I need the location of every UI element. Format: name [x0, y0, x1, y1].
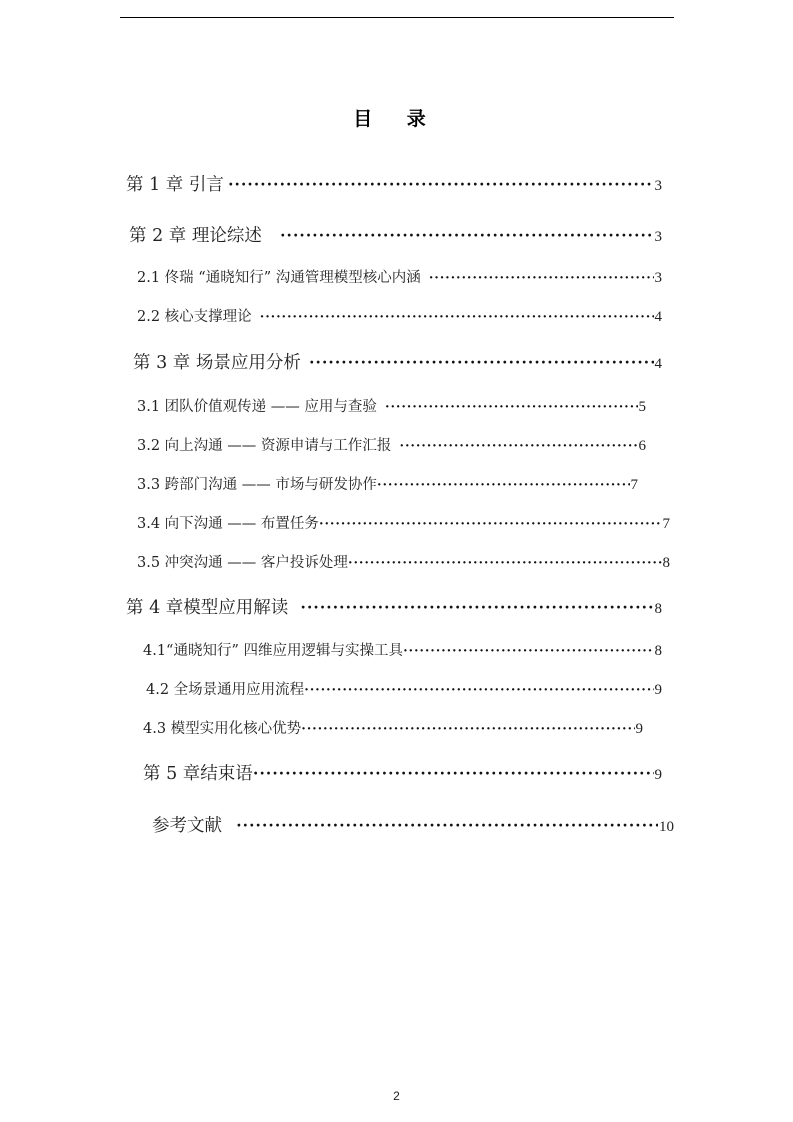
toc-entry-page: 3 [654, 178, 662, 194]
toc-entry-section-3-2[interactable] [137, 434, 646, 455]
dot-leader [260, 309, 654, 326]
toc-entry-page: 7 [630, 477, 638, 493]
toc-entry-label: 4.3 模型实用化核心优势 [143, 721, 302, 737]
page-number: 2 [393, 1089, 400, 1103]
toc-entry-section-3-5[interactable] [137, 551, 670, 572]
toc-entry-page: 6 [638, 438, 646, 454]
toc-entry-label: 第 5 章结束语 [143, 764, 253, 784]
dot-leader [403, 643, 654, 660]
toc-entry-page: 8 [654, 601, 662, 617]
toc-entry-label: 2.2 核心支撑理论 [137, 309, 252, 325]
toc-entry-page: 4 [654, 309, 662, 325]
header-rule [120, 17, 674, 18]
toc-entry-references[interactable] [152, 812, 674, 837]
dot-leader [236, 815, 658, 836]
dot-leader [301, 721, 634, 738]
toc-entry-page: 4 [654, 356, 662, 372]
toc-entry-page: 9 [635, 721, 643, 737]
dot-leader [319, 516, 662, 533]
toc-entry-label: 3.2 向上沟通 —— 资源申请与工作汇报 [137, 438, 392, 454]
toc-entry-chapter-2[interactable] [129, 222, 662, 247]
toc-entry-page: 3 [654, 229, 662, 245]
toc-entry-page: 10 [659, 819, 674, 835]
toc-entry-label: 4.2 全场景通用应用流程 [146, 682, 305, 698]
dot-leader [300, 597, 653, 618]
toc-entry-page: 8 [654, 643, 662, 659]
toc-entry-section-4-2[interactable] [146, 678, 662, 699]
toc-entry-section-4-3[interactable] [143, 717, 643, 738]
toc-entry-label: 第 1 章 引言 [126, 175, 224, 195]
dot-leader [304, 682, 653, 699]
toc-entry-label: 4.1“通晓知行” 四维应用逻辑与实操工具 [143, 643, 403, 659]
toc-entry-label: 2.1 佟瑞 “通晓知行” 沟通管理模型核心内涵 [137, 270, 421, 286]
toc-entry-label: 3.1 团队价值观传递 —— 应用与查验 [137, 399, 377, 415]
toc-entry-page: 5 [638, 399, 646, 415]
toc-entry-page: 7 [662, 516, 670, 532]
dot-leader [348, 555, 662, 572]
toc-entry-section-4-1[interactable] [143, 639, 662, 660]
toc-entry-label: 3.5 冲突沟通 —— 客户投诉处理 [137, 555, 348, 571]
toc-entry-label: 3.4 向下沟通 —— 布置任务 [137, 516, 319, 532]
toc-entry-page: 9 [654, 682, 662, 698]
dot-leader [228, 174, 654, 195]
toc-entry-section-2-2[interactable] [137, 305, 662, 326]
toc-entry-section-3-1[interactable] [137, 395, 646, 416]
toc-entry-label: 3.3 跨部门沟通 —— 市场与研发协作 [137, 477, 377, 493]
toc-entry-label: 第 2 章 理论综述 [129, 226, 262, 246]
dot-leader [280, 225, 654, 246]
toc-entry-label: 第 4 章模型应用解读 [126, 598, 289, 618]
dot-leader [253, 763, 654, 784]
dot-leader [399, 438, 637, 455]
toc-entry-chapter-1[interactable] [126, 171, 662, 196]
dot-leader [309, 352, 654, 373]
toc-entry-label: 参考文献 [152, 816, 222, 836]
toc-entry-label: 第 3 章 场景应用分析 [133, 353, 301, 373]
toc-entry-page: 9 [654, 767, 662, 783]
toc-entry-section-2-1[interactable] [137, 266, 662, 287]
toc-entry-chapter-3[interactable] [133, 349, 662, 374]
toc-entry-section-3-3[interactable] [137, 473, 638, 494]
toc-title: 目 录 [353, 108, 440, 130]
dot-leader [385, 399, 638, 416]
toc-entry-page: 3 [654, 270, 662, 286]
toc-entry-page: 8 [662, 555, 670, 571]
toc-entry-chapter-4[interactable] [126, 594, 662, 619]
toc-entry-chapter-5[interactable] [143, 760, 662, 785]
toc-entry-section-3-4[interactable] [137, 512, 670, 533]
dot-leader [377, 477, 630, 494]
dot-leader [429, 270, 654, 287]
